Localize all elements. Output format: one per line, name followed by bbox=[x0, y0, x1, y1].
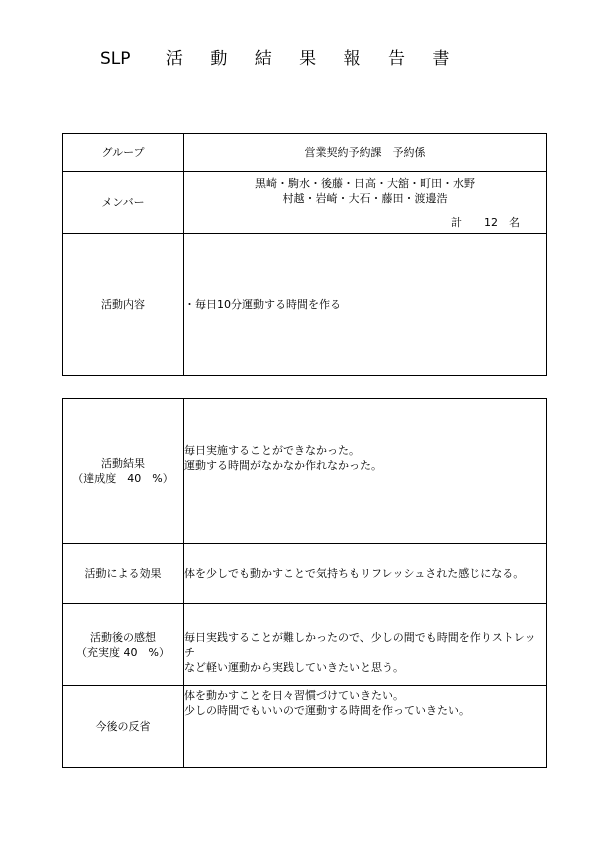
effect-value: 体を少しでも動かすことで気持ちもリフレッシュされた感じになる。 bbox=[184, 544, 547, 604]
result-label-rate: （達成度 40 %） bbox=[72, 472, 174, 485]
results-table bbox=[62, 398, 547, 768]
info-table bbox=[62, 133, 547, 376]
activity-row bbox=[63, 234, 547, 376]
members-row bbox=[63, 172, 547, 234]
title-part: 活 bbox=[165, 49, 183, 69]
title-part: 報 bbox=[343, 49, 361, 69]
result-row bbox=[63, 399, 547, 544]
impression-value bbox=[184, 604, 547, 686]
impression-row bbox=[63, 604, 547, 686]
effect-label: 活動による効果 bbox=[63, 544, 184, 604]
title-part: SLP bbox=[100, 49, 131, 69]
result-label-title: 活動結果 bbox=[101, 457, 145, 470]
reflection-line: 体を動かすことを日々習慣づけていきたい。 bbox=[184, 689, 404, 702]
members-label: メンバー bbox=[63, 172, 184, 234]
impression-label bbox=[63, 604, 184, 686]
reflection-row bbox=[63, 686, 547, 768]
reflection-label: 今後の反省 bbox=[63, 686, 184, 768]
reflection-line: 少しの時間でもいいので運動する時間を作っていきたい。 bbox=[184, 704, 470, 717]
group-value: 営業契約予約課 予約係 bbox=[184, 134, 547, 172]
activity-label: 活動内容 bbox=[63, 234, 184, 376]
result-label bbox=[63, 399, 184, 544]
impression-label-title: 活動後の感想 bbox=[90, 630, 156, 644]
result-line: 毎日実施することができなかった。 bbox=[184, 444, 360, 457]
members-line: 村越・岩崎・大石・藤田・渡邊浩 bbox=[282, 192, 448, 205]
impression-line: 毎日実践することが難しかったので、少しの間でも時間を作りストレッチ bbox=[184, 631, 536, 659]
effect-row bbox=[63, 544, 547, 604]
page-title bbox=[100, 44, 500, 69]
impression-line: など軽い運動から実践していきたいと思う。 bbox=[184, 661, 404, 674]
result-value bbox=[184, 399, 547, 544]
title-part: 書 bbox=[432, 49, 450, 69]
title-part: 動 bbox=[210, 49, 228, 69]
activity-value: ・毎日10分運動する時間を作る bbox=[184, 234, 547, 376]
members-cell bbox=[184, 172, 547, 234]
title-part: 告 bbox=[387, 49, 405, 69]
reflection-value bbox=[184, 686, 547, 768]
members-count: 計 12 名 bbox=[451, 216, 520, 229]
group-row bbox=[63, 134, 547, 172]
title-part: 果 bbox=[299, 49, 317, 69]
group-label: グループ bbox=[63, 134, 184, 172]
members-line: 黒崎・駒水・後藤・日高・大舘・町田・水野 bbox=[255, 177, 475, 190]
result-line: 運動する時間がなかなか作れなかった。 bbox=[184, 459, 382, 472]
impression-label-rate: （充実度 40 %） bbox=[76, 645, 170, 659]
title-part: 結 bbox=[254, 49, 272, 69]
